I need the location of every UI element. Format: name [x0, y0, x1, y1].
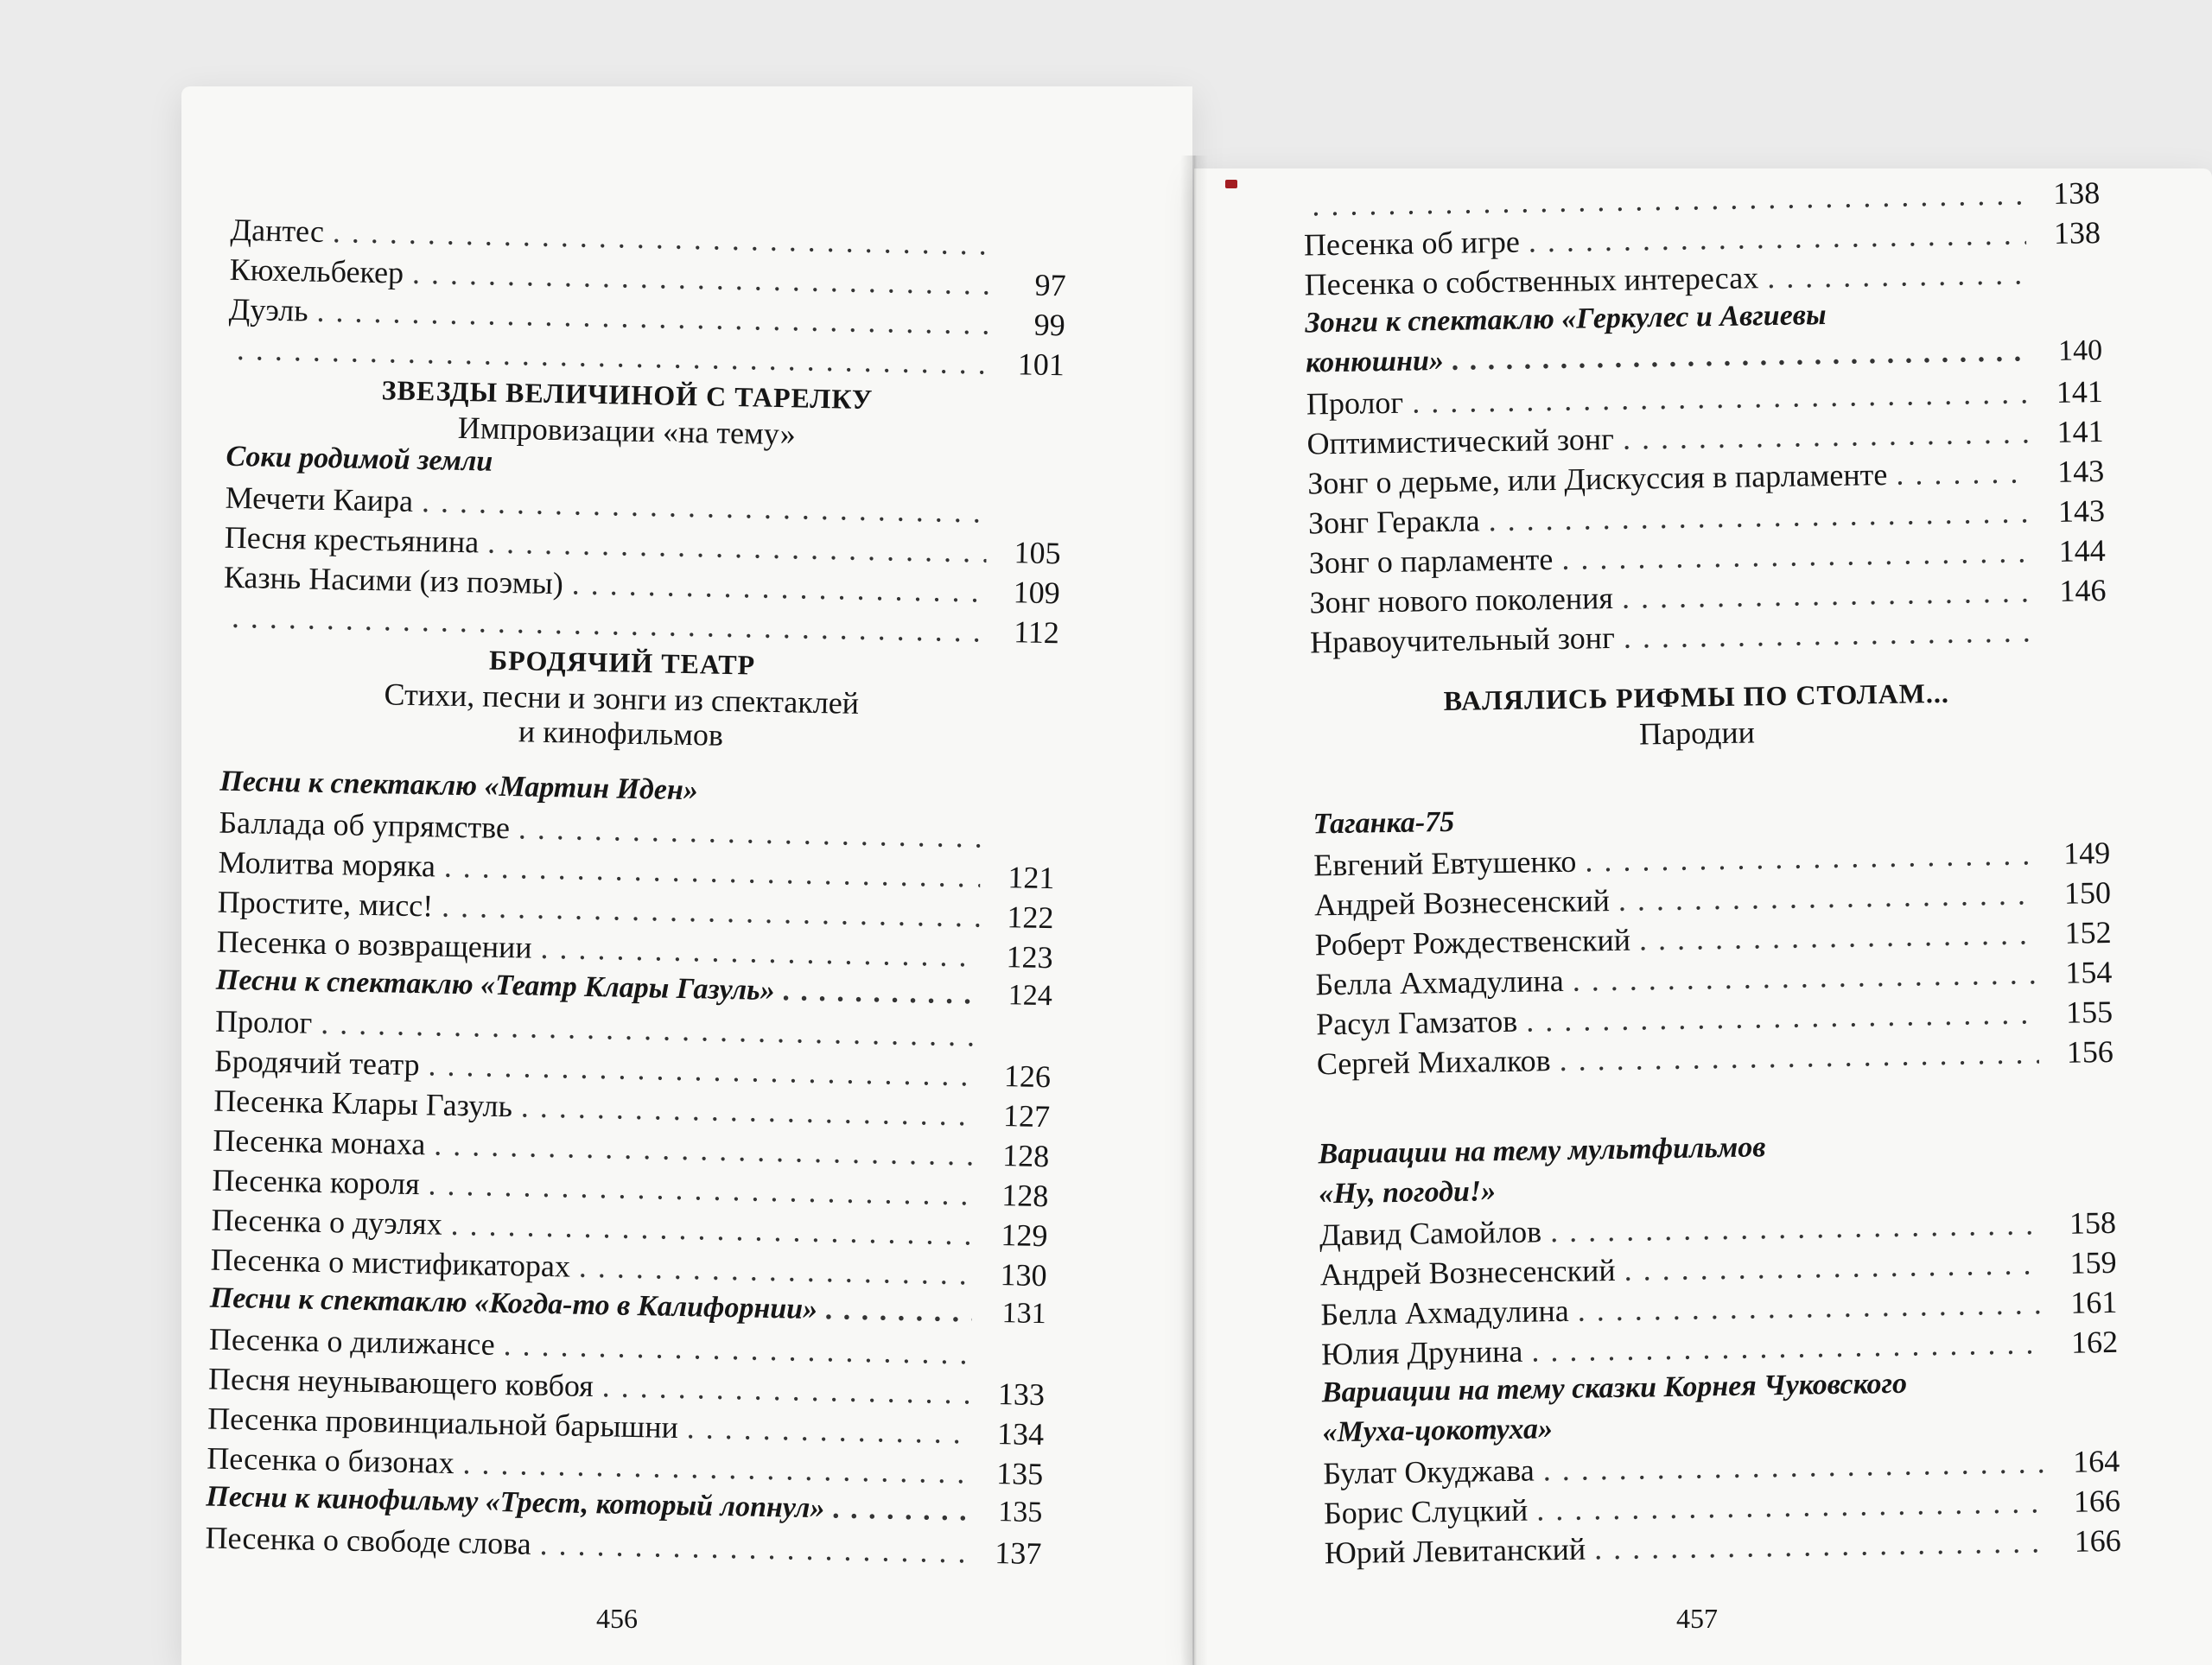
toc-page-number: 124 [1007, 979, 1053, 1013]
toc-page-number: 127 [1002, 1098, 1051, 1134]
dot-leader [1623, 416, 2030, 454]
bookmark-ribbon [1225, 180, 1237, 188]
group-title-text: Песни к спектаклю «Когда-то в Калифорнии» [209, 1281, 818, 1326]
toc-entry-title: Зонг о парламенте [1308, 542, 1554, 581]
toc-page-number: 133 [997, 1376, 1046, 1413]
toc-entry-title: Песенка короля [212, 1162, 421, 1202]
toc-entry-title: Нравоучительный зонг [1309, 620, 1616, 660]
group-title-text: «Ну, погоди!» [1318, 1175, 1497, 1211]
toc-entry-title: Песенка Клары Газуль [213, 1083, 513, 1124]
toc-page-number: 97 [1034, 267, 1066, 303]
toc-entry-title: Андрей Вознесенский [1319, 1253, 1616, 1293]
toc-entry-title: Белла Ахмадулина [1315, 963, 1565, 1002]
section-heading: ЗВЕЗДЫ ВЕЛИЧИНОЙ С ТАРЕЛКУ [381, 374, 874, 416]
dot-leader [1572, 957, 2037, 995]
toc-page-number: 143 [2056, 454, 2105, 489]
toc-entry-title: Давид Самойлов [1319, 1214, 1542, 1253]
dot-leader [1623, 615, 2032, 652]
toc-page-number [2041, 640, 2107, 641]
dot-leader [1622, 575, 2032, 613]
group-title-text: Вариации на тему сказки Корнея Чуковского [1321, 1367, 1908, 1409]
right-table-of-contents [1277, 177, 2121, 1578]
group-title-text: Зонги к спектаклю «Геркулес и Авгиевы [1305, 299, 1827, 340]
book-gutter [1180, 156, 1208, 1665]
dot-leader [1559, 1037, 2039, 1076]
toc-page-number: 135 [995, 1456, 1044, 1492]
toc-page-number: 121 [1007, 860, 1055, 896]
toc-entry-title: Бродячий театр [213, 1043, 421, 1083]
toc-page-number: 129 [1001, 1217, 1048, 1254]
toc-entry-title: Дуэль [228, 291, 308, 328]
toc-page-number: 152 [2064, 914, 2112, 950]
toc-entry-title: Мечети Каира [225, 480, 414, 518]
toc-page-number: 166 [2073, 1483, 2121, 1519]
toc-page-number: 130 [1000, 1257, 1047, 1293]
dot-leader [687, 1412, 970, 1448]
toc-page-number: 141 [2056, 374, 2104, 410]
section-subtitle: и кинофильмов [518, 714, 724, 753]
toc-entry-title: Зонг нового поколения [1309, 580, 1614, 620]
toc-entry-title: Песня крестьянина [224, 519, 480, 560]
toc-page-number: 140 [2057, 334, 2103, 367]
toc-entry-title: Песенка о мистификаторах [210, 1242, 571, 1284]
group-title-text: конюшни» [1305, 344, 1445, 379]
dot-leader [826, 1295, 972, 1327]
toc-page-number: 134 [996, 1416, 1045, 1452]
dot-leader [783, 976, 978, 1009]
toc-entry-title: Белла Ахмадулина [1320, 1293, 1570, 1332]
group-title-text: Песни к кинофильму «Трест, который лопнул» [206, 1480, 825, 1525]
toc-entry-title: Казнь Насими (из поэмы) [223, 559, 564, 601]
toc-page-number: 112 [1013, 614, 1060, 651]
toc-page-number: 146 [2059, 572, 2107, 608]
toc-entry-title: Пролог [1306, 384, 1404, 422]
toc-page-number: 109 [1013, 575, 1061, 611]
toc-entry-title: Сергей Михалков [1316, 1043, 1551, 1082]
group-title-text: Песни к спектаклю «Мартин Иден» [219, 765, 699, 807]
toc-entry-title: Расул Гамзатов [1315, 1003, 1518, 1042]
dot-leader [833, 1494, 969, 1526]
toc-entry-title: Песня неунывающего ковбоя [207, 1361, 594, 1404]
toc-page-number: 138 [2053, 215, 2101, 251]
dot-leader [1561, 536, 2031, 575]
toc-entry-title: Песенка монаха [213, 1122, 426, 1162]
dot-leader [1896, 456, 2030, 489]
toc-page-number: 138 [2052, 175, 2101, 211]
toc-entry-title: Зонг о дерьме, или Дискуссия в парламенте [1307, 456, 1888, 501]
toc-page-number: 150 [2063, 874, 2112, 911]
toc-page-number [1001, 255, 1066, 256]
toc-page-number: 99 [1033, 307, 1066, 343]
toc-entry-title: Дантес [230, 212, 325, 249]
group-title-text: Таганка-75 [1313, 805, 1455, 841]
toc-entry-title: Булат Окуджава [1323, 1452, 1535, 1491]
dot-leader [1542, 1446, 2045, 1485]
toc-page-number: 144 [2058, 532, 2106, 569]
toc-entry-title: Песенка о свободе слова [205, 1520, 532, 1561]
toc-page-number: 126 [1003, 1058, 1052, 1095]
toc-page-number: 143 [2057, 493, 2106, 529]
dot-leader [1767, 257, 2027, 293]
toc-entry-title: Борис Слуцкий [1323, 1492, 1529, 1531]
toc-entry-title: Зонг Геракла [1307, 503, 1480, 541]
toc-page-number: 137 [995, 1535, 1042, 1572]
toc-entry-title: Песенка о возвращении [216, 924, 533, 965]
section-heading: ВАЛЯЛИСЬ РИФМЫ ПО СТОЛАМ... [1443, 677, 1950, 717]
toc-page-number: 149 [2063, 835, 2111, 871]
dot-leader [1618, 878, 2037, 916]
toc-entry-title: Кюхельбекер [229, 251, 404, 290]
toc-entry-title: Андрей Вознесенский [1313, 883, 1611, 923]
toc-page-number: 122 [1007, 899, 1054, 936]
group-title-text: Вариации на тему мультфильмов [1318, 1131, 1766, 1171]
toc-entry-title: Песенка провинциальной барышни [207, 1401, 679, 1446]
group-title-text: Песни к спектаклю «Театр Клары Газуль» [215, 963, 776, 1007]
group-title-text: Соки родимой земли [226, 440, 493, 478]
toc-page-number: 128 [1001, 1138, 1050, 1174]
toc-entry-title: Простите, мисс! [217, 884, 434, 924]
right-page-number: 457 [1676, 1603, 1718, 1634]
toc-page-number: 158 [2069, 1204, 2117, 1241]
dot-leader [1639, 918, 2037, 955]
toc-entry-title: Юлия Друнина [1320, 1333, 1523, 1372]
toc-entry-title: Пролог [214, 1003, 313, 1040]
dot-leader [602, 1370, 971, 1408]
left-page-number: 456 [596, 1603, 638, 1634]
toc-page-number: 135 [997, 1496, 1043, 1529]
section-subtitle: Импровизации «на тему» [457, 410, 797, 452]
toc-entry-title: Молитва моряка [218, 844, 436, 884]
toc-page-number: 105 [1014, 535, 1062, 571]
toc-page-number: 141 [2056, 414, 2104, 449]
dot-leader [1594, 1526, 2047, 1564]
toc-page-number [995, 523, 1061, 524]
toc-page-number: 162 [2070, 1324, 2119, 1360]
toc-page-number: 166 [2074, 1522, 2121, 1559]
dot-leader [1624, 1248, 2043, 1286]
toc-entry-title: Песенка о бизонах [206, 1440, 454, 1481]
toc-page-number: 156 [2066, 1033, 2114, 1070]
toc-entry-title: Баллада об упрямстве [219, 804, 511, 846]
dot-leader [579, 1251, 973, 1290]
section-heading: БРОДЯЧИЙ ТЕАТР [488, 644, 756, 681]
dot-leader [1585, 838, 2036, 876]
toc-page-number: 154 [2065, 954, 2113, 990]
section-subtitle: Стихи, песни и зонги из спектаклей [384, 677, 860, 721]
toc-page-number: 131 [1001, 1297, 1047, 1331]
toc-page-number: 161 [2070, 1284, 2118, 1320]
dot-leader [1528, 218, 2026, 257]
toc-page-number: 159 [2069, 1244, 2117, 1281]
dot-leader [1577, 1287, 2043, 1325]
toc-entry-title: Роберт Рождественский [1314, 922, 1631, 963]
toc-page-number: 155 [2065, 994, 2113, 1030]
toc-entry-title: Евгений Евтушенко [1313, 843, 1577, 883]
left-table-of-contents [168, 213, 1067, 1578]
toc-page-number [986, 1046, 1052, 1047]
toc-entry-title: Юрий Левитанский [1324, 1531, 1586, 1571]
toc-entry-title: Песенка о собственных интересах [1304, 260, 1759, 302]
toc-page-number: 128 [1001, 1178, 1049, 1214]
toc-entry-title: Песенка о дуэлях [211, 1202, 443, 1242]
toc-page-number [980, 1364, 1046, 1365]
toc-page-number: 101 [1017, 346, 1065, 383]
section-subtitle: Пародии [1638, 715, 1756, 752]
toc-entry-title: Песенка об игре [1303, 224, 1521, 263]
group-title-text: «Муха-цокотуха» [1322, 1413, 1554, 1449]
toc-page-number: 123 [1006, 939, 1054, 975]
toc-entry-title: Оптимистический зонг [1306, 421, 1615, 461]
toc-page-number: 164 [2072, 1443, 2120, 1479]
dot-leader [1550, 1208, 2042, 1247]
toc-entry-title: Песенка о дилижансе [208, 1321, 496, 1362]
